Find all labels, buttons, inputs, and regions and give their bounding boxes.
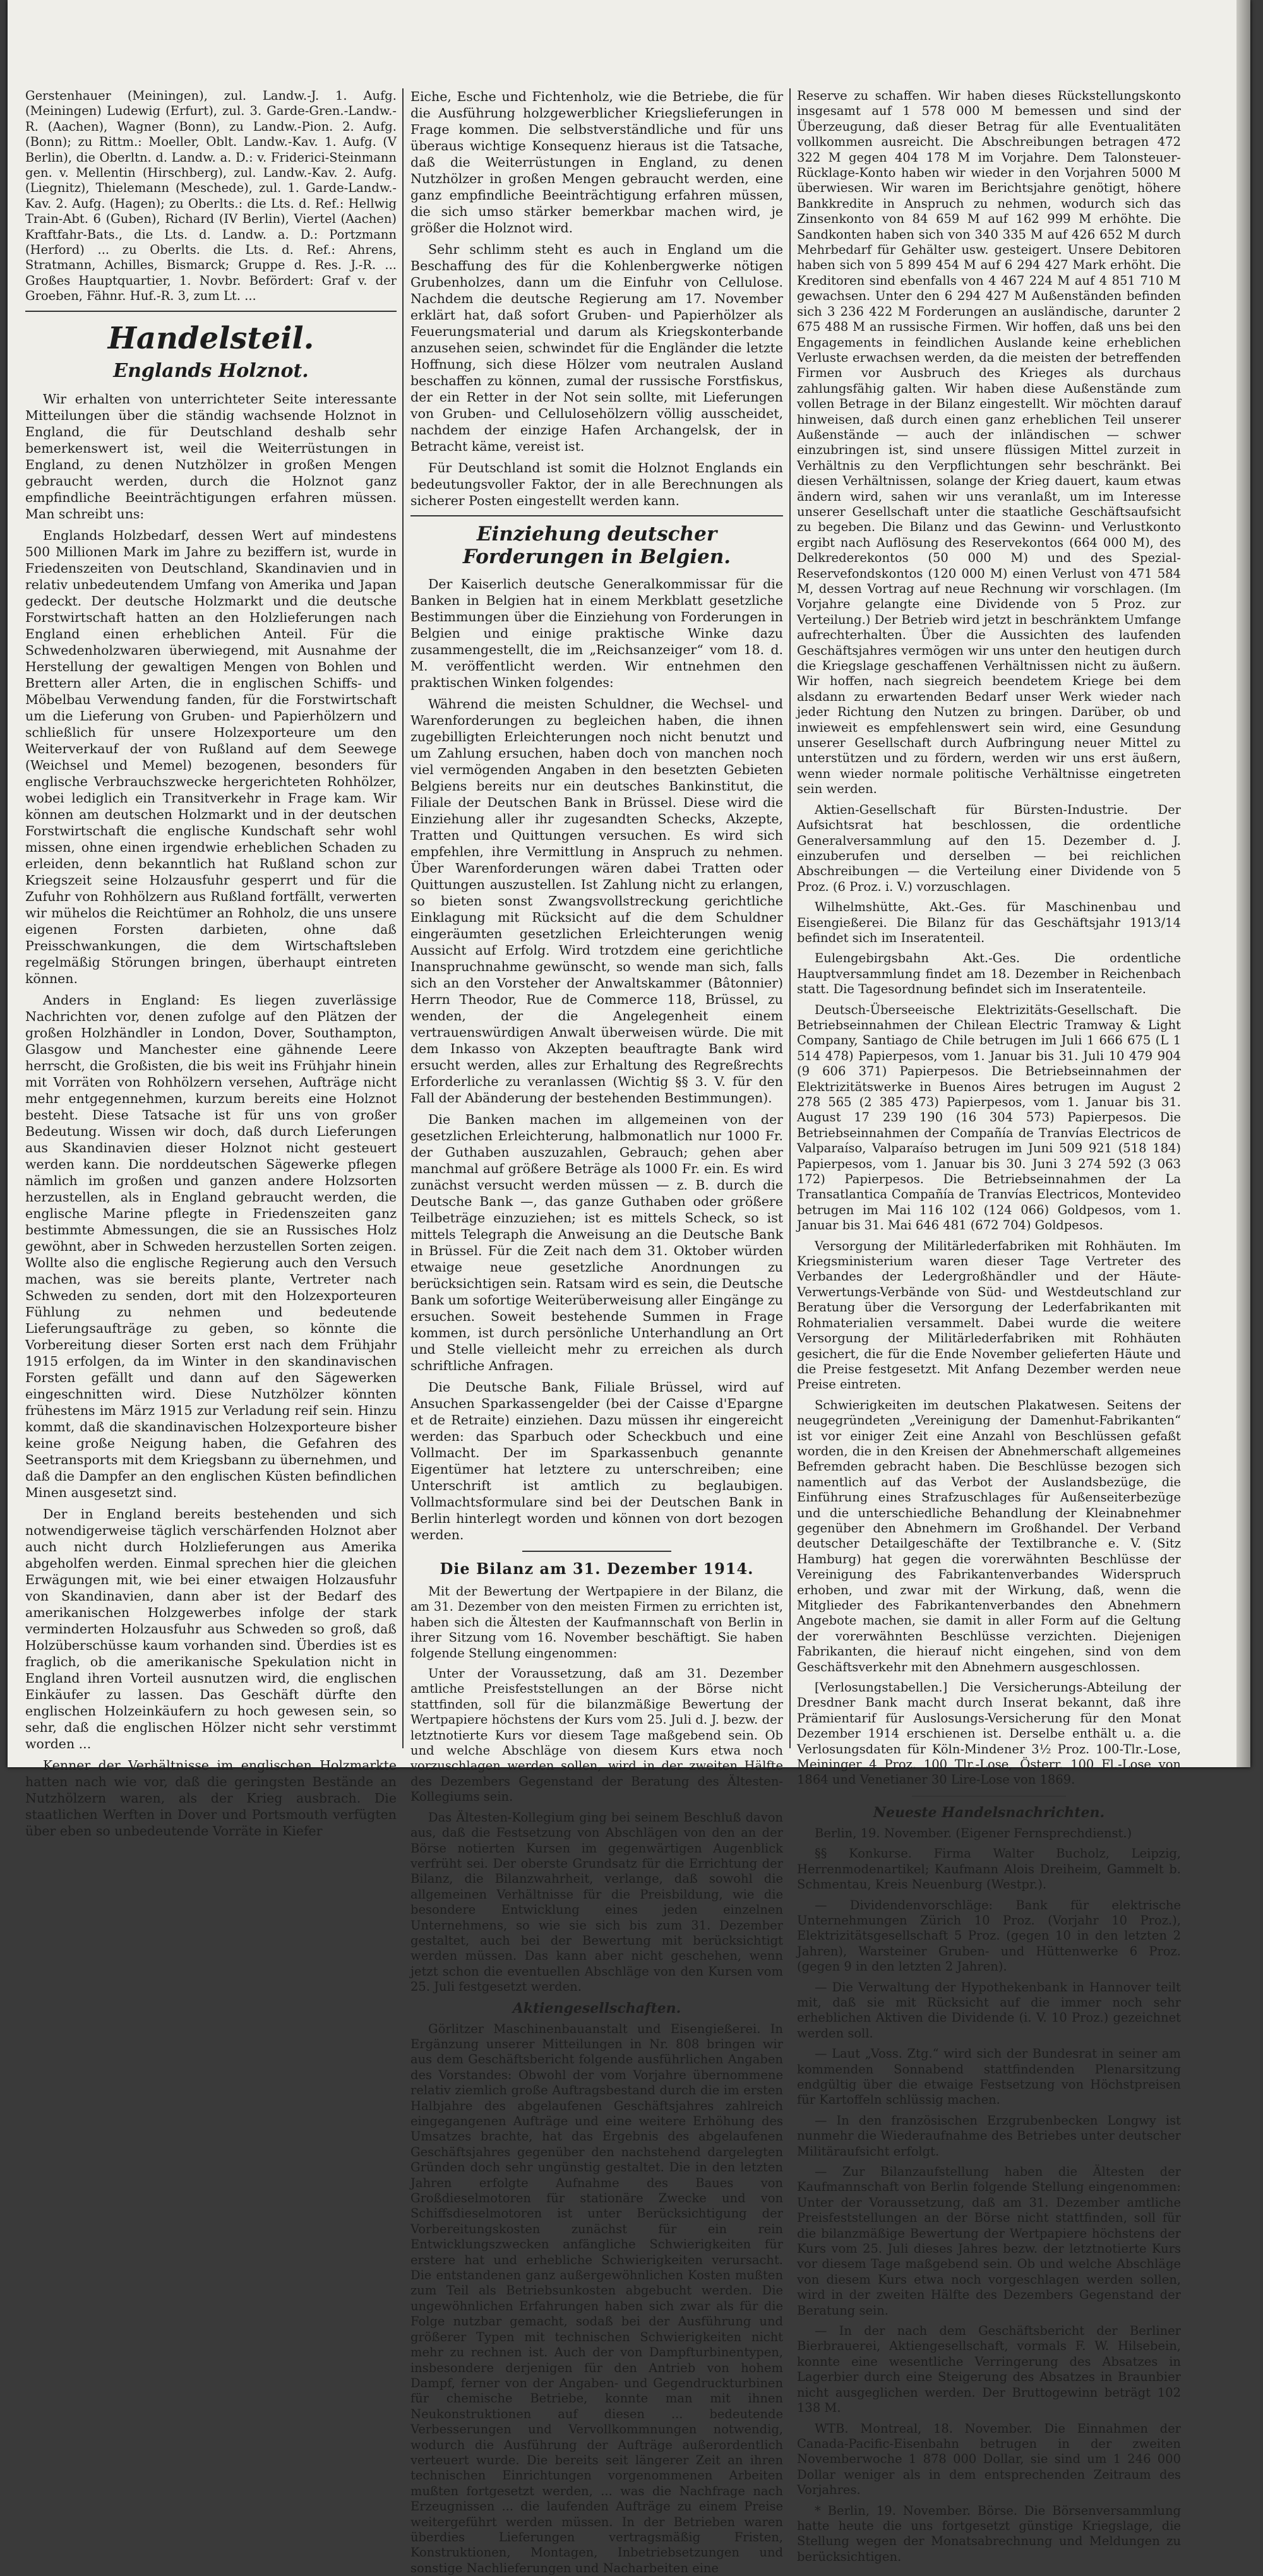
- notice-paragraph: Deutsch-Überseeische Elektrizitäts-Gesellschaft. Die Betriebseinnahmen der Chilean Electric Tramway & Light Company, Santiago de Chile betrugen im Juli 1 666 675 (L 1 514 478) Papierpesos, vom 1. Januar bis 31. Juli 10 479 904 (9 606 371) Papierpesos. Die Betriebseinnahmen der Elektrizitätswerke in Buenos Aires betrugen im August 2 278 565 (2 385 473) Papierpesos, vom 1. Januar bis 31. August 17 239 190 (16 304 573) Papierpesos. Die Betriebseinnahmen der Compañía de Tranvías Electricos de Valparaíso, Valparaíso betrugen im Juni 509 921 (518 184) Papierpesos, vom 1. Januar bis 30. Juni 3 274 592 (3 063 172) Papierpesos. Die Betriebseinnahmen der La Transatlantica Compañía de Tranvías Electricos, Montevideo betrugen im Mai 116 102 (124 066) Goldpesos, vom 1. Januar bis 31. Mai 646 481 (672 704) Goldpesos.: [797, 1002, 1181, 1233]
- news-paragraph: §§ Konkurse. Firma Walter Bucholz, Leipzig, Herrenmodenartikel; Kaufmann Alois Dreiheim, Gammelt b. Schmentau, Kreis Neuenburg (Westpr.).: [797, 1846, 1181, 1892]
- article-paragraph: Reserve zu schaffen. Wir haben dieses Rückstellungskonto insgesamt auf 1 578 000 M bemessen und sind der Überzeugung, daß dieser Betrag für alle Eventualitäten vollkommen ausreicht. Die Abschreibungen betragen 472 322 M gegen 404 178 M im Vorjahre. Dem Talonsteuer-Rücklage-Konto haben wir wieder in den Vorjahren 5000 M überwiesen. Wir waren im Berichtsjahre genötigt, höhere Bankkredite in Anspruch zu nehmen, wodurch sich das Zinsenkonto von 84 659 M auf 162 999 M erhöhte. Die Sandkonten haben sich von 340 335 M auf 426 652 M durch Mehrbedarf für Gehälter usw. gesteigert. Unsere Debitoren haben sich von 5 899 454 M auf 6 294 427 Mark erhöht. Die Kreditoren sind ebenfalls von 4 467 224 M auf 4 851 710 M gewachsen. Unter den 6 294 427 M Außenständen befinden sich 3 236 422 M Forderungen an ausländische, darunter 2 675 488 M an russische Firmen. Wir hoffen, daß uns bei den Engagements in feindlichen Auslande keine erheblichen Verluste erwachsen werden, da die meisten der betreffenden Firmen vor Ausbruch des Krieges als durchaus zahlungsfähig galten. Wir haben diese Außenstände zum vollen Betrage in der Bilanz eingestellt. Wir möchten darauf hinweisen, daß durch einen ganz erheblichen Teil unserer Außenstände — auch der inländischen — schwer einzubringen ist, sind unsere flüssigen Mittel zurzeit in Verhältnis zu den Verpflichtungen sehr beschränkt. Bei diesen Verhältnissen, solange der Krieg dauert, kaum etwas ändern wird, sahen wir uns veranlaßt, um im Interesse unserer Gesellschaft unter die staatliche Geschäftsaufsicht zu begeben. Die Bilanz und das Gewinn- und Verlustkonto ergibt nach Auflösung des Reservekontos (664 000 M), des Delkrederekontos (50 000 M) und des Spezial-Reservefondskontos (120 000 M) einen Verlust von 471 584 M, dessen Vortrag auf neue Rechnung wir vorschlagen. (Im Vorjahre gelangte eine Dividende von 5 Proz. zur Verteilung.) Der Betrieb wird jetzt in beschränktem Umfange aufrechterhalten. Über die Aussichten des laufenden Geschäftsjahres vermögen wir uns unter den heutigen durch die Kriegslage geschaffenen Verhältnissen nicht zu äußern. Wir hoffen, nach siegreich beendetem Kriege bei dem alsdann zu erwartenden Bedarf unser Werk wieder nach jeder Richtung den Nutzen zu bringen. Darüber, ob und inwieweit es empfehlenswert sein wird, eine Gesundung unserer Gesellschaft durch Aufbringung neuer Mittel zu unterstützen und zu fördern, werden wir uns erst äußern, wenn wieder normale politische Verhältnisse eingetreten sein werden.: [797, 88, 1181, 797]
- news-paragraph: — In der nach dem Geschäftsbericht der Berliner Bierbrauerei, Aktiengesellschaft, vormals F. W. Hilsebein, konnte eine wesentliche Verringerung des Absatzes in Lagerbier durch eine Steigerung des Absatzes in Braunbier nicht ausgeglichen werden. Der Bruttogewinn beträgt 102 138 M.: [797, 2323, 1181, 2416]
- article-paragraph: Der in England bereits bestehenden und sich notwendigerweise täglich verschärfenden Holznot aber auch nicht durch Holzlieferungen aus Amerika abgeholfen werden. Einmal sprechen hier die gleichen Erwägungen mit, wie bei einer etwaigen Holzausfuhr von Skandinavien, dann aber ist der Bedarf des amerikanischen Holzgewerbes infolge der stark verminderten Holzausfuhr aus Schweden so groß, daß Holzüberschüsse kaum vorhanden sind. Überdies ist es fraglich, ob die amerikanische Spekulation nicht in England ihren Vorteil ausnutzen wird, die englischen Einkäufer zu lassen. Das Geschäft dürfte den englischen Holzeinkäufern zu hoch gewesen sein, so sehr, daß die englischen Hölzer nicht sehr verstimmt worden ...: [25, 1506, 397, 1751]
- news-paragraph: Berlin, 19. November. (Eigener Fernsprechdienst.): [815, 1825, 1132, 1840]
- news-paragraph: * Berlin, 19. November. Börse. Die Börsenversammlung hatte heute die uns fortgesetzt günstige Kriegslage, die Stellung wegen der Monatsabrechnung und Meldungen zu berücksichtigen.: [797, 2503, 1181, 2564]
- article-paragraph: Wir erhalten von unterrichteter Seite interessante Mitteilungen über die ständig wachsende Holznot in England, die für Deutschland deshalb sehr bemerkenswert ist, weil die Weiterrüstungen in England, zu denen Nutzhölzer in großen Mengen gebraucht werden, durch die Holznot ganz empfindliche Beeinträchtigungen erfahren müssen. Man schreibt uns:: [25, 391, 397, 522]
- article-paragraph: Die Banken machen im allgemeinen von der gesetzlichen Erleichterung, halbmonatlich nur 1000 Fr. der Guthaben auszuzahlen, Gebrauch; gehen aber manchmal auf größere Beträge als 1000 Fr. ein. Es wird zunächst versucht werden müssen — z. B. durch die Deutsche Bank —, das ganze Guthaben oder größere Teilbeträge einzuziehen; ist es mittels Scheck, so ist mittels Telegraph die Anweisung an die Deutsche Bank in Brüssel. Für die Zeit nach dem 31. Oktober würden etwaige neue gesetzliche Anordnungen zu berücksichtigen sein. Ratsam wird es sein, die Deutsche Bank um sofortige Weiterüberweisung aller Eingänge zu ersuchen. Soweit bestehende Summen in Frage kommen, ist durch persönliche Unterhandlung an Ort und Stelle vielleicht mehr zu erreichen als durch schriftliche Anfragen.: [410, 1112, 783, 1373]
- section-title-handelsteil: Handelsteil.: [107, 320, 314, 356]
- news-paragraph: — Laut „Voss. Ztg.“ wird sich der Bundesrat in seiner am kommenden Sonnabend stattfindenden Plenarsitzung endgültig über die etwaige Festsetzung von Höchstpreisen für Kartoffeln schlüssig machen.: [797, 2046, 1181, 2108]
- article-paragraph: Görlitzer Maschinenbauanstalt und Eisengießerei. In Ergänzung unserer Mitteilungen in Nr. 808 bringen wir aus dem Geschäftsbericht folgende ausführlichen Angaben des Vorstandes: Obwohl der vom Vorjahre übernommene relativ ziemlich große Auftragsbestand durch die im ersten Halbjahre des abgelaufenen Geschäftsjahres zahlreich eingegangenen Aufträge und eine weitere Erhöhung des Umsatzes brachte, hat das Ergebnis des abgelaufenen Geschäftsjahres gegenüber den nachstehend dargelegten Gründen doch sehr ungünstig gestaltet. Die in den letzten Jahren erfolgte Aufnahme des Baues von Großdieselmotoren für stationäre Zwecke und von Schiffsdieselmotoren ist unter Berücksichtigung der Vorbereitungskosten zunächst für ein rein Entwicklungszwecken anfängliche Schwierigkeiten für erstere hat und erhebliche Schwierigkeiten verursacht. Die entstandenen ganz außergewöhnlichen Kosten mußten zum Teil als Betriebsunkosten abgebucht werden. Die ungewöhnlichen Erfahrungen haben sich zwar als für die Folge nutzbar gemacht, sodaß bei der Ausführung und größerer Typen mit technischen Schwierigkeiten nicht mehr zu rechnen ist. Auch der von Dampfturbinentypen, insbesondere derjenigen für den Antrieb von hohem Dampf, ferner von der Angaben- und Gegendruckturbinen für chemische Betriebe, konnte man mit ihnen Neukonstruktionen auf diesen ... bedeutende Verbesserungen und Vervollkommnungen notwendig, wodurch die Ausführung der Aufträge außerordentlich verteuert wurde. Die bereits seit längerer Zeit an ihren technischen Einrichtungen vorgenommenen Arbeiten mußten fortgesetzt werden, ... was die Nachfrage nach Erzeugnissen ... die laufenden Aufträge zu einem Preise weitergeführt werden müssen. In der Betrieben waren überdies Lieferungen vertragsmäßig Fristen, Konstruktionen, Montagen, Inbetriebsetzungen und sonstige Nachlieferungen und Nacharbeiten eine: [410, 2021, 783, 2575]
- news-paragraph: — In den französischen Erzgrubenbecken Longwy ist nunmehr die Wiederaufnahme des Betriebes unter deutscher Militäraufsicht erfolgt.: [797, 2113, 1181, 2159]
- article-paragraph: Die Deutsche Bank, Filiale Brüssel, wird auf Ansuchen Sparkassengelder (bei der Caisse d'Epargne et de Retraite) einziehen. Dazu müssen ihr eingereicht werden: das Sparbuch oder Scheckbuch und eine Vollmacht. Der im Sparkassenbuch genannte Eigentümer hat letztere zu unterschreiben; eine Unterschrift ist amtlich zu beglaubigen. Vollmachtsformulare sind bei der Deutschen Bank in Berlin hinterlegt worden und können von dort bezogen werden.: [410, 1380, 783, 1542]
- military-promotions-text: Gerstenhauer (Meiningen), zul. Landw.-J. 1. Aufg. (Meiningen) Ludewig (Erfurt), zul. 3. Garde-Gren.-Landw.-R. (Aachen), Wagner (Bonn), zu Landw.-Pion. 2. Aufg. (Bonn); zu Rittm.: Moeller, Oblt. Landw.-Kav. 1. Aufg. (V Berlin), die Oberltn. d. Landw. a. D.: v. Friderici-Steinmann gen. v. Mellentin (Hirschberg), zul. Landw.-Kav. 2. Aufg. (Liegnitz), Thielemann (Meschede), zul. 1. Garde-Landw.-Kav. 2. Aufg. (Hagen); zu Oberlts.: die Lts. d. Ref.: Hellwig Train-Abt. 6 (Guben), Richard (IV Berlin), Viertel (Aachen) Kraftfahr-Bats., die Lts. d. Landw. a. D.: Portzmann (Herford) ... zu Oberlts. die Lts. d. Ref.: Ahrens, Stratmann, Achilles, Bismarck; Gruppe d. Res. J.-R. ... Großes Hauptquartier, 1. Novbr. Befördert: Graf v. der Groeben, Fähnr. Huf.-R. 3, zum Lt. ...: [25, 88, 397, 304]
- article-paragraph: Mit der Bewertung der Wertpapiere in der Bilanz, die am 31. Dezember von den meisten Firmen zu errichten ist, haben sich die Ältesten der Kaufmannschaft von Berlin in ihrer Sitzung vom 16. November beschäftigt. Sie haben folgende Stellung eingenommen:: [410, 1584, 783, 1661]
- article-paragraph: Während die meisten Schuldner, die Wechsel- und Warenforderungen zu begleichen haben, die ihnen zugebilligten Erleichterungen noch nicht benutzt und um Zahlung ersuchen, haben doch von manchen noch viel vermögenden Angaben in den besetzten Gebieten Belgiens bereits nur ein deutsches Bankinstitut, die Filiale der Deutschen Bank in Brüssel. Diese wird die Einziehung aller ihr zugesandten Schecks, Akzepte, Tratten und Quittungen versuchen. Es wird sich empfehlen, ihre Vermittlung in Anspruch zu nehmen. Über Warenforderungen wären dabei Tratten oder Quittungen auszustellen. Ist Zahlung nicht zu erlangen, so bieten sonst Zwangsvollstreckung gerichtliche Einklagung mit Rücksicht auf die dem Schuldner eingeräumten gesetzlichen Erleichterungen wenig Aussicht auf Erfolg. Wird trotzdem eine gerichtliche Inanspruchnahme gewünscht, so wende man sich, falls sich an den Vorsteher der Anwaltskammer (Bâtonnier) Herrn Theodor, Rue de Commerce 118, Brüssel, zu wenden, der die Angelegenheit einem vertrauenswürdigen Anwalt überweisen würde. Die mit dem Inkasso von Akzepten beauftragte Bank wird ersucht werden, alles zur Erhaltung des Regreßrechts Erforderliche zu veranlassen (Wichtig §§ 3. V. für den Fall der Abänderung der bestehenden Bestimmungen).: [410, 696, 783, 1106]
- divider: [912, 1796, 1065, 1797]
- article-paragraph: Kenner der Verhältnisse im englischen Holzmarkte hatten nach wie vor, daß die geringsten Bestände an Nutzhölzern waren, als der Krieg ausbrach. Die staatlichen Werften in Dover und Portsmouth verfügten über eben so unbedeutende Vorräte in Kiefer: [25, 1757, 397, 1839]
- notice-paragraph: Schwierigkeiten im deutschen Plakatwesen. Seitens der neugegründeten „Vereinigung der Damenhut-Fabrikanten“ ist vor einiger Zeit eine Anzahl von Beschlüssen gefaßt worden, die in den Kreisen der Abnehmerschaft allgemeines Befremden gebracht haben. Die Beschlüsse bezogen sich namentlich auf das Verbot der Auslandsbezüge, die Einführung eines Strafzuschlages für Außenseiterbezüge und die unterschiedliche Behandlung der Kleinabnehmer gegenüber den Abnehmern im Großhandel. Der Verband deutscher Detailgeschäfte der Textilbranche e. V. (Sitz Hamburg) hat gegen die vorerwähnten Beschlüsse der Vereinigung des Fabrikantenverbandes Widerspruch erhoben, und zwar mit der Wirkung, daß, wenn die Mitglieder des Fabrikantenverbandes den Abnehmern Angebote machen, sie damit in aller Form auf die Geltung der vorerwähnten Beschlüsse verzichten. Diejenigen Fabrikanten, die hierauf nicht eingehen, sind von dem Geschäftsverkehr mit den Abnehmern ausgeschlossen.: [797, 1397, 1181, 1674]
- article-title-holznot: Englands Holznot.: [113, 359, 309, 382]
- newspaper-page: [8, 0, 1250, 2575]
- notice-paragraph: [Verlosungstabellen.] Die Versicherungs-Abteilung der Dresdner Bank macht durch Inserat bekannt, daß ihre Prämientarif für Auslosungs-Versicherung für den Monat Dezember 1914 erschienen ist. Derselbe enthält u. a. die Verlosungsdaten für Köln-Mindener 3½ Proz. 100-Tlr.-Lose, Meininger 4 Proz. 100 Tlr.-Lose, Österr. 100 Fl.-Lose von 1864 und Venetianer 30 Lire-Lose von 1869.: [797, 1680, 1181, 1787]
- article-title-belgien: Einziehung deutscher Forderungen in Belgien.: [462, 523, 731, 568]
- article-paragraph: Eiche, Esche und Fichtenholz, wie die Betriebe, die für die Ausführung holzgewerblicher Kriegslieferungen in Frage kommen. Die selbstverständliche und für uns überaus wichtige Konsequenz hieraus ist die Tatsache, daß die Weiterrüstungen in England, zu denen Nutzhölzer in großen Mengen gebraucht werden, eine ganz empfindliche Beeinträchtigung erfahren müssen, die sich umso stärker bemerkbar machen wird, je größer die Holznot wird.: [410, 89, 783, 236]
- news-paragraph: — Zur Bilanzaufstellung haben die Ältesten der Kaufmannschaft von Berlin folgende Stellung eingenommen: Unter der Voraussetzung, daß am 31. Dezember amtliche Preisfeststellungen an der Börse nicht stattfinden, soll für die bilanzmäßige Bewertung der Wertpapiere höchstens der Kurs vom 25. Juli dieses Jahres bezw. der letztnotierte Kurs vor diesem Tage maßgebend sein. Ob und welche Abschläge von diesem Kurs etwa noch vorgeschlagen werden sollen, wird in der zweiten Hälfte des Dezembers Gegenstand der Beratung sein.: [797, 2164, 1181, 2318]
- divider: [522, 1551, 671, 1552]
- column-rule-2: [789, 88, 791, 1748]
- news-paragraph: — Die Verwaltung der Hypothekenbank in Hannover teilt mit, daß sie mit Rücksicht auf die immer noch sehr erheblichen Aktiven die Dividende (i. V. 10 Proz.) gezeichnet werden soll.: [797, 1979, 1181, 2041]
- section-title-aktiengesellschaften: Aktiengesellschaften.: [512, 2000, 681, 2017]
- divider: [410, 515, 783, 516]
- article-paragraph: Das Ältesten-Kollegium ging bei seinem Beschluß davon aus, daß die Festsetzung von Abschlägen von den an der Börse notierten Kursen im gegenwärtigen Augenblick verfrüht sei. Der oberste Grundsatz für die Errichtung der Bilanz, die Bilanzwahrheit, verlange, daß sowohl die allgemeinen Verhältnisse für die Preisbildung, wie die besondere Entwicklung eines jeden einzelnen Unternehmens, so wie sie sich bis zum 31. Dezember gestaltet, auch bei der Bewertung mit berücksichtigt werden müssen. Das kann aber nicht geschehen, wenn jetzt schon die eventuellen Abschläge von den Kursen vom 25. Juli festgesetzt werden.: [410, 1810, 783, 1995]
- notice-paragraph: Versorgung der Militärlederfabriken mit Rohhäuten. Im Kriegsministerium waren dieser Tage Vertreter des Verbandes der Ledergroßhändler und der Häute-Verwertungs-Verbände von Süd- und Westdeutschland zur Beratung über die Versorgung der Lederfabrikanten mit Rohmaterialien versammelt. Dabei wurde die weitere Versorgung der Militärlederfabriken mit Rohhäuten gesichert, die für die Ende November gelieferten Häute und die Preise festgesetzt. Mit Anfang Dezember werden neue Preise eintreten.: [797, 1238, 1181, 1392]
- article-paragraph: Der Kaiserlich deutsche Generalkommissar für die Banken in Belgien hat in einem Merkblatt gesetzliche Bestimmungen über die Einziehung von Forderungen in Belgien und einige praktische Winke dazu zusammengestellt, die im „Reichsanzeiger“ vom 18. d. M. veröffentlicht werden. Wir entnehmen den praktischen Winken folgendes:: [410, 576, 783, 690]
- notice-paragraph: Aktien-Gesellschaft für Bürsten-Industrie. Der Aufsichtsrat hat beschlossen, die ordentliche Generalversammlung auf den 15. Dezember d. J. einzuberufen und derselben — bei reichlichen Abschreibungen — die Verteilung einer Dividende von 5 Proz. (6 Proz. i. V.) vorzuschlagen.: [797, 802, 1181, 894]
- notice-paragraph: Eulengebirgsbahn Akt.-Ges. Die ordentliche Hauptversammlung findet am 18. Dezember in Reichenbach statt. Die Tagesordnung befindet sich im Inseratenteile.: [797, 951, 1181, 997]
- article-paragraph: Sehr schlimm steht es auch in England um die Beschaffung des für die Kohlenbergwerke nötigen Grubenholzes, dann um die Einfuhr von Cellulose. Nachdem die deutsche Regierung am 17. November erklärt hat, daß sofort Gruben- und Papierhölzer als Feuerungsmaterial und darum als Kriegskonterbande anzusehen seien, schwindet für die Engländer die letzte Hoffnung, sich diese Hölzer vom neutralen Ausland beschaffen zu können, zumal der russische Forstfiskus, der ein Retter in der Not sein sollte, mit Lieferungen von Gruben- und Cellulosehölzern völlig ausscheidet, nachdem der einzige Hafen Archangelsk, der in Betracht käme, vereist ist.: [410, 242, 783, 454]
- article-paragraph: Anders in England: Es liegen zuverlässige Nachrichten vor, denen zufolge auf den Plätzen der großen Holzhändler in London, Dover, Southampton, Glasgow und Manchester eine gähnende Leere herrscht, die Großisten, die bis weit ins Frühjahr hinein mit Vorräten von Rohhölzern versehen, Aufträge nicht mehr entgegennehmen, kurzum bereits eine Holznot besteht. Diese Tatsache ist für uns von großer Bedeutung. Wissen wir doch, daß durch Lieferungen aus Skandinavien dieser Holznot nicht gesteuert werden kann. Die norddeutschen Sägewerke pflegen nämlich im großen und ganzen andere Holzsorten herzustellen, als in England gebraucht werden, die englische Marine pflegte in Friedenszeiten ganz bestimmte Abmessungen, die sie an Russisches Holz gewöhnt, aber in Schweden herzustellen Sorten zeigen. Wollte also die englische Regierung auch den Versuch machen, was sie bereits plante, Vertreter nach Schweden zu senden, dort mit den Holzexporteuren Fühlung zu nehmen und bedeutende Lieferungsaufträge zu geben, so könnte die Vorbereitung dieser Sorten erst nach dem Frühjahr 1915 erfolgen, da im Winter in den skandinavischen Forsten gefällt und dann auf den Sägewerken eingeschnitten wird. Diese Nutzhölzer könnten frühestens im März 1915 zur Verladung reif sein. Hinzu kommt, daß die skandinavischen Holzexporteure bisher keine große Neigung haben, die Gefahren des Seetransports mit dem Kriegsbann zu übernehmen, und daß die Dampfer an den englischen Küsten befindlichen Minen ausgesetzt sind.: [25, 992, 397, 1500]
- article-paragraph: Unter der Voraussetzung, daß am 31. Dezember amtliche Preisfeststellungen an der Börse nicht stattfinden, soll für die bilanzmäßige Bewertung der Wertpapiere höchstens der Kurs vom 25. Juli d. J. bezw. der letztnotierte Kurs vor diesem Tage maßgebend sein. Ob und welche Abschläge von diesem Kurs etwa noch vorzuschlagen werden sollen, wird in der zweiten Hälfte des Dezembers Gegenstand der Beratung des Ältesten-Kollegiums sein.: [410, 1666, 783, 1804]
- divider: [25, 311, 397, 312]
- page-edge-shadow: [1236, 0, 1250, 1767]
- article-title-bilanz: Die Bilanz am 31. Dezember 1914.: [440, 1559, 754, 1578]
- article-paragraph: Für Deutschland ist somit die Holznot Englands ein bedeutungsvoller Faktor, der in alle Berechnungen als sicherer Posten eingestellt werden kann.: [410, 460, 783, 508]
- column-2: [410, 88, 783, 2575]
- section-title-handelsnachrichten: Neueste Handelsnachrichten.: [873, 1804, 1105, 1821]
- notice-paragraph: Wilhelmshütte, Akt.-Ges. für Maschinenbau und Eisengießerei. Die Bilanz für das Geschäftsjahr 1913/14 befindet sich im Inseratenteil.: [797, 900, 1181, 945]
- news-paragraph: — Dividendenvorschläge: Bank für elektrische Unternehmungen Zürich 10 Proz. (Vorjahr 10 Proz.), Elektrizitätsgesellschaft 5 Proz. (gegen 10 in den letzten 2 Jahren), Warsteiner Gruben- und Hüttenwerke 6 Proz. (gegen 9 in den letzten 2 Jahren).: [797, 1897, 1181, 1974]
- article-paragraph: Englands Holzbedarf, dessen Wert auf mindestens 500 Millionen Mark im Jahre zu beziffern ist, wurde in Friedenszeiten von Deutschland, Skandinavien und in relativ unbedeutendem Umfang von Amerika und Japan gedeckt. Der deutsche Holzmarkt und die deutsche Forstwirtschaft hatten an den Holzlieferungen nach England einen erheblichen Anteil. Für die Schwedenholzwaren überwiegend, mit Ausnahme der Herstellung der gewaltigen Mengen von Bohlen und Brettern aller Arten, die in englischen Schiffs- und Möbelbau Verwendung fanden, für die Forstwirtschaft um die Lieferung von Gruben- und Papierhölzern und schließlich für unsere Holzexporteure um den Weiterverkauf der von Rußland auf dem Seewege (Weichsel und Memel) bezogenen, besonders für englische Verbrauchszwecke hergerichteten Rohhölzer, wobei lediglich ein Transitverkehr in Frage kam. Wir können am deutschen Holzmarkt und in der deutschen Forstwirtschaft die englische Kundschaft sehr wohl missen, ohne einen irgendwie erheblichen Schaden zu erleiden, denn bekanntlich hat Rußland schon zur Kriegszeit seine Holzausfuhr gesperrt und für die Zufuhr von Rohhölzern aus Rußland fortfällt, verwerten wir mühelos die Reichtümer an Rohholz, die uns unsere eigenen Forsten darbieten, ohne daß Preisschwankungen, die dem Wirtschaftsleben regelmäßig Störungen bringen, überhaupt eintreten können.: [25, 527, 397, 986]
- column-1: [25, 88, 397, 1839]
- column-3: [797, 88, 1181, 2564]
- news-paragraph: WTB. Montreal, 18. November. Die Einnahmen der Canada-Pacific-Eisenbahn betrugen in der zweiten Novemberwoche 1 878 000 Dollar, sie sind um 1 246 000 Dollar weniger als in dem entsprechenden Zeitraum des Vorjahres.: [797, 2421, 1181, 2498]
- column-rule-1: [402, 88, 404, 1748]
